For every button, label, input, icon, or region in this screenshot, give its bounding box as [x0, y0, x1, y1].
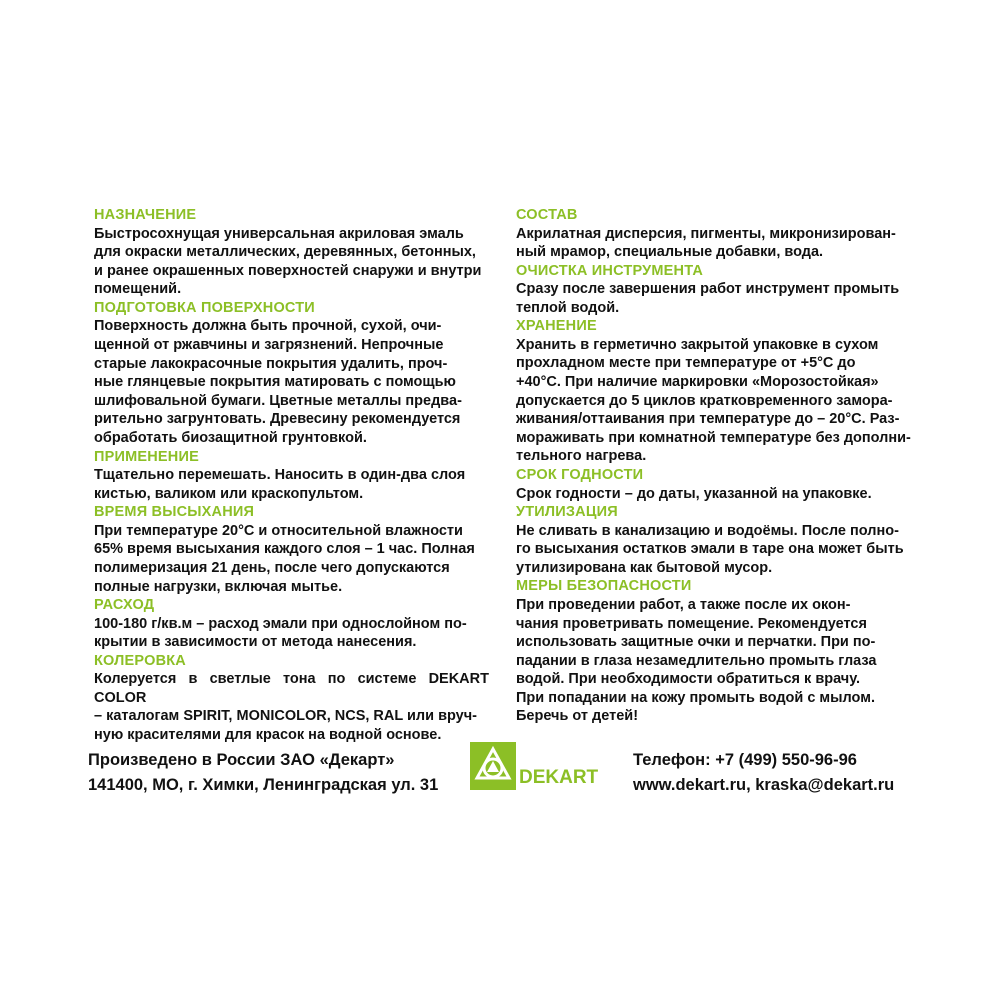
- section-heading: ОЧИСТКА ИНСТРУМЕНТА: [516, 262, 704, 279]
- section-text: [516, 596, 911, 726]
- section-heading: КОЛЕРОВКА: [94, 652, 186, 669]
- section-text: [94, 615, 489, 652]
- text-line: водой. При необходимости обратиться к врачу.: [516, 671, 861, 688]
- text-line: крытии в зависимости от метода нанесения.: [94, 634, 417, 651]
- text-line: использовать защитные очки и перчатки. При по-: [516, 634, 876, 651]
- text-line: старые лакокрасочные покрытия удалить, проч-: [94, 355, 448, 372]
- text-line: мораживать при комнатной температуре без дополни-: [516, 429, 911, 446]
- text-line: – каталогам SPIRIT, MONICOLOR, NCS, RAL или вруч-: [94, 708, 477, 725]
- text-line: +40°С. При наличие маркировки «Морозостойкая»: [516, 374, 879, 391]
- text-line: 65% время высыхания каждого слоя – 1 час. Полная: [94, 541, 475, 558]
- text-line: полные нагрузки, включая мытье.: [94, 578, 343, 595]
- section-text: [516, 225, 911, 262]
- text-line: Хранить в герметично закрытой упаковке в сухом: [516, 336, 879, 353]
- section: [94, 299, 489, 448]
- section: [516, 503, 911, 577]
- text-line: допускается до 5 циклов кратковременного замора-: [516, 392, 893, 409]
- text-line: ный мрамор, специальные добавки, вода.: [516, 244, 824, 261]
- web-email-line: www.dekart.ru, kraska@dekart.ru: [633, 776, 895, 794]
- dekart-logo: [470, 742, 610, 790]
- section: [94, 448, 489, 504]
- right-column: [516, 206, 911, 726]
- section-heading: ВРЕМЯ ВЫСЫХАНИЯ: [94, 504, 255, 521]
- section: [516, 466, 911, 503]
- text-line: Тщательно перемешать. Наносить в один-два слоя: [94, 467, 466, 484]
- text-line: Акрилатная дисперсия, пигменты, микронизирован-: [516, 225, 896, 242]
- text-line: ную красителями для красок на водной основе.: [94, 727, 442, 744]
- section-heading: МЕРЫ БЕЗОПАСНОСТИ: [516, 578, 692, 595]
- text-line: чания проветривать помещение. Рекомендуется: [516, 615, 867, 632]
- text-line: Поверхность должна быть прочной, сухой, очи-: [94, 318, 442, 335]
- section-heading: СРОК ГОДНОСТИ: [516, 467, 644, 484]
- section-heading: ПОДГОТОВКА ПОВЕРХНОСТИ: [94, 299, 315, 316]
- section: [516, 206, 911, 262]
- manufacturer-info: [88, 748, 438, 798]
- section-text: [94, 522, 489, 596]
- text-line: При проведении работ, а также после их окон-: [516, 596, 851, 613]
- section-heading: СОСТАВ: [516, 207, 578, 223]
- logo-text: DEKART: [519, 767, 599, 788]
- text-line: го высыхания остатков эмали в таре она может быть: [516, 541, 904, 558]
- section: [94, 652, 489, 745]
- section: [516, 262, 911, 318]
- section-text: [516, 336, 911, 466]
- text-line: кистью, валиком или краскопультом.: [94, 485, 364, 502]
- text-line: щенной от ржавчины и загрязнений. Непрочные: [94, 336, 444, 353]
- dekart-logo-icon: [470, 742, 610, 790]
- text-line: тельного нагрева.: [516, 448, 647, 465]
- section: [94, 503, 489, 596]
- text-line: живания/оттаивания при температуре до – 20°С. Раз-: [516, 411, 900, 428]
- text-line: Не сливать в канализацию и водоёмы. После полно-: [516, 522, 899, 539]
- text-line: шлифовальной бумаги. Цветные металлы предва-: [94, 392, 462, 409]
- text-line: утилизирована как бытовой мусор.: [516, 559, 773, 576]
- section-heading: НАЗНАЧЕНИЕ: [94, 207, 197, 223]
- section-text: [94, 225, 489, 299]
- text-line: 100-180 г/кв.м – расход эмали при однослойном по-: [94, 615, 467, 632]
- left-column: [94, 206, 489, 745]
- text-line: для окраски металлических, деревянных, бетонных,: [94, 244, 476, 261]
- section-heading: ПРИМЕНЕНИЕ: [94, 448, 199, 465]
- text-line: Сразу после завершения работ инструмент промыть: [516, 281, 900, 298]
- text-line: теплой водой.: [516, 299, 620, 316]
- section-heading: ХРАНЕНИЕ: [516, 318, 597, 335]
- phone-line: Телефон: +7 (499) 550-96-96: [633, 751, 857, 769]
- section: [94, 206, 489, 299]
- address-line: 141400, МО, г. Химки, Ленинградская ул. 31: [88, 776, 439, 794]
- text-line: Беречь от детей!: [516, 708, 639, 725]
- text-line: обработать биозащитной грунтовкой.: [94, 429, 367, 446]
- text-line: и ранее окрашенных поверхностей снаружи и внутри: [94, 262, 482, 279]
- section: [516, 577, 911, 726]
- section-text: [94, 317, 489, 447]
- text-line: рительно загрунтовать. Древесину рекомендуется: [94, 411, 461, 428]
- section-heading: РАСХОД: [94, 597, 155, 614]
- text-line: При температуре 20°С и относительной влажности: [94, 522, 463, 539]
- section: [94, 596, 489, 652]
- section-text: [516, 522, 911, 578]
- section-text: [516, 280, 911, 317]
- text-line: ные глянцевые покрытия матировать с помощью: [94, 374, 456, 391]
- text-line: Быстросохнущая универсальная акриловая эмаль: [94, 225, 464, 242]
- section-text: [94, 670, 489, 744]
- manufacturer-line: Произведено в России ЗАО «Декарт»: [88, 751, 395, 769]
- text-line: При попадании на кожу промыть водой с мылом.: [516, 689, 875, 706]
- text-line: Срок годности – до даты, указанной на упаковке.: [516, 485, 872, 502]
- contact-info: [633, 748, 894, 798]
- section: [516, 317, 911, 466]
- text-line: полимеризация 21 день, после чего допускаются: [94, 559, 450, 576]
- section-heading: УТИЛИЗАЦИЯ: [516, 504, 618, 521]
- section-text: [94, 466, 489, 503]
- section-text: [516, 485, 911, 504]
- text-line: прохладном месте при температуре от +5°С до: [516, 355, 856, 372]
- text-line: Колеруется в светлые тона по системе DEKART COLOR: [94, 671, 489, 706]
- text-line: помещений.: [94, 281, 182, 298]
- text-line: падании в глаза незамедлительно промыть глаза: [516, 652, 877, 669]
